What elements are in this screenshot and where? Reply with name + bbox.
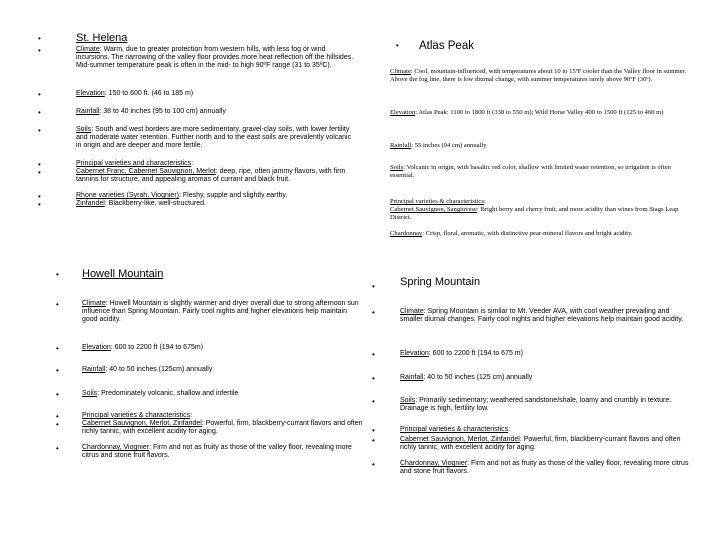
bullet: • [38,46,41,55]
howell-mountain-title: Howell Mountain [82,268,164,280]
howell-climate: Climate: Howell Mountain is slightly warmer and dryer overall due to strong afternoon sun influence than Spring Mountain. Fairly cool nights and higher elevations help maintain good acidity. [82,300,359,323]
bullet: • [38,168,41,177]
bullet: • [56,300,59,309]
bullet: • [372,350,375,359]
howell-rainfall: Rainfall: 40 to 50 inches (125cm) annually [82,366,213,373]
spring-elevation: Elevation: 600 to 2200 ft (194 to 675 m) [400,350,523,357]
howell-soils: Soils: Predominately volcanic, shallow and infertile [82,390,239,397]
spring-mountain-title: Spring Mountain [400,276,481,288]
spring-variety-1: Cabernet Sauvignon, Merlot, Zinfandel: Powerful, firm, blackberry-currant flavors and often richly tannic, with excellent acidity for aging. [400,436,681,451]
st-helena-varieties-heading: Principal varieties and characteristics: [76,160,194,167]
bullet: • [38,90,41,99]
bullet: • [372,282,375,291]
bullet: • [56,412,59,421]
howell-variety-2: Chardonnay, Viognier: Firm and not as fruity as those of the valley floor, revealing more citrus and stone fruit flavors. [82,444,352,459]
st-helena-soils: Soils: South and west borders are more sedimentary, gravel-clay soils, with lower fertility and moderate water retention. Further north and to the east soils are prevalently volcanic in origin and are deeper and more fertile. [76,126,352,149]
atlas-peak-varieties-heading: Principal varieties & characteristics: [390,198,486,205]
bullet: • [38,160,41,169]
st-helena-climate: Climate: Warm, due to greater protection from western hills, with less fog or wind incursions. The narrowing of the valley floor provides more heat reflection off the hillsides. Mid-summer temperature peak is often in the mid- to high 90ºF range (31 to 35ºC). [76,46,354,69]
bullet: • [38,192,41,201]
st-helena-title: St. Helena [76,32,128,44]
atlas-peak-climate: Climate: Cool, mountain-influenced, with temperatures about 10 to 15ºF cooler than the Valley floor in summer. Above the fog line, there is low diurnal change, with summer temperatures rarely above 90ºF (30º). [390,68,687,83]
bullet: • [372,436,375,445]
bullet: • [38,200,41,209]
st-helena-elevation: Elevation: 150 to 600 ft. (46 to 185 m) [76,90,194,97]
howell-varieties-heading: Principal varieties & characteristics: [82,412,193,419]
howell-elevation: Elevation: 600 to 2200 ft (194 to 675m) [82,344,204,351]
bullet: • [56,344,59,353]
bullet: • [372,374,375,383]
spring-soils: Soils: Primarily sedimentary; weathered sandstone/shale, loamy and crumbly in texture. Drainage is high, fertility low. [400,397,672,412]
spring-varieties-heading: Principal varieties & characteristics: [400,426,511,433]
bullet: • [372,308,375,317]
bullet: • [56,366,59,375]
bullet: • [38,108,41,117]
bullet: • [372,460,375,469]
howell-variety-1: Cabernet Sauvignon, Merlot, Zinfandel: Powerful, firm, blackberry-currant flavors and often richly tannic, with excellent acidity for aging. [82,420,363,435]
st-helena-variety-2: Rhone varieties (Syrah, Viognier): Fleshy, supple and slightly earthy. [76,192,288,199]
bullet: • [38,126,41,135]
atlas-peak-soils: Soils: Volcanic in origin, with basaltic red color, shallow with limited water retention, so irrigation is often essential. [390,164,671,179]
bullet: • [372,426,375,435]
atlas-peak-rainfall: Rainfall: 55 inches (94 cm) annually [390,142,487,149]
st-helena-variety-1: Cabernet Franc, Cabernet Sauvignon, Merlot: deep, ripe, often jammy flavors, with firm tannins for structure, and appealing aromas of currant and black fruit. [76,168,346,183]
spring-climate: Climate: Spring Mountain is similar to Mt. Veeder AVA, with cool weather prevailing and smaller diurnal changes. Fairly cool nights and higher elevations help maintain good acidity. [400,308,684,323]
bullet: • [372,397,375,406]
st-helena-variety-3: Zinfandel: Blackberry-like, well-structured. [76,200,206,207]
bullet: • [38,34,41,43]
bullet: • [396,41,399,50]
bullet: • [56,420,59,429]
atlas-peak-variety-1: Cabernet Sauvignon, Sangiovese: Bright berry and cherry fruit, and more acidity than wines from Stags Leap District. [390,206,679,221]
spring-rainfall: Rainfall: 40 to 50 inches (125 cm) annually [400,374,533,381]
bullet: • [56,270,59,279]
bullet: • [56,444,59,453]
spring-variety-2: Chardonnay, Viognier: Firm and not as fruity as those of the valley floor, revealing more citrus and stone fruit flavors. [400,460,689,475]
atlas-peak-variety-2: Chardonnay: Crisp, floral, aromatic, with distinctive pear-mineral flavors and bright acidity. [390,230,633,237]
atlas-peak-title: Atlas Peak [419,40,474,52]
st-helena-rainfall: Rainfall: 38 to 40 inches (95 to 100 cm) annually [76,108,226,115]
atlas-peak-elevation: Elevation: Atlas Peak: 1100 to 1800 ft (338 to 550 m); Wild Horse Valley 400 to 1500 ft (125 to 460 m) [390,109,664,116]
bullet: • [56,390,59,399]
